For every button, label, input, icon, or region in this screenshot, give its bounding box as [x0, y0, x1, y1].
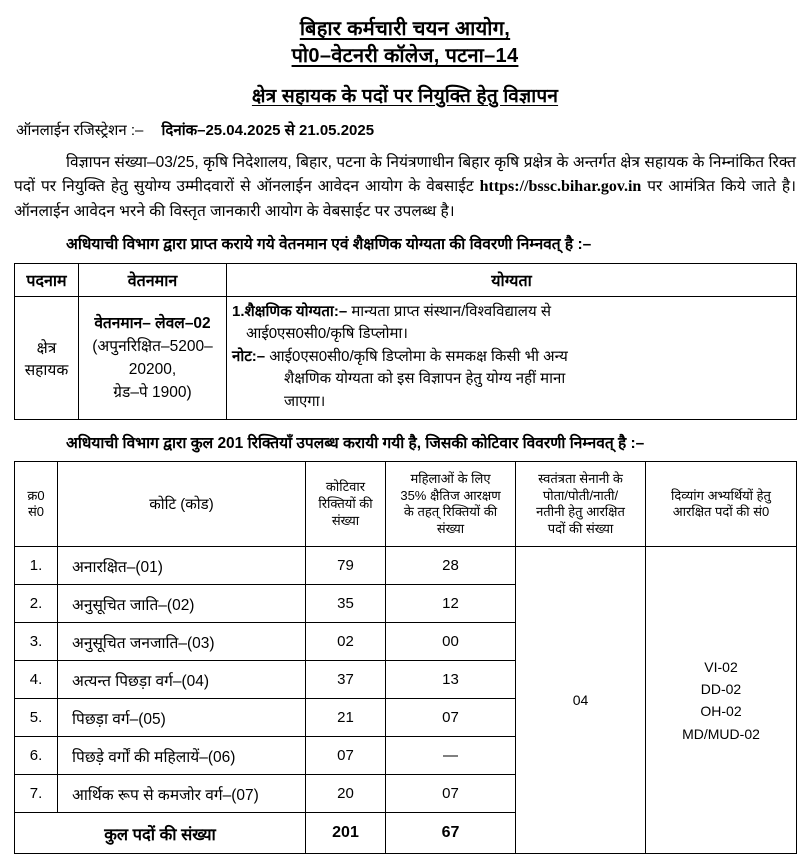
pay-qualification-table — [14, 263, 797, 421]
header-freedom-line2: पोता/पोती/नाती/ — [542, 487, 619, 503]
organization-address-line — [0, 43, 810, 70]
header-women-reservation — [386, 462, 516, 547]
note-text-3: जाएगा। — [284, 392, 326, 410]
registration-line — [16, 120, 810, 140]
total-label: कुल पदों की संख्या — [15, 813, 306, 854]
qualification-lead-label: 1.शैक्षणिक योग्यता:– — [232, 302, 348, 320]
row-women: 07 — [386, 775, 516, 813]
row-women: — — [386, 737, 516, 775]
intro-paragraph-part1: विज्ञापन संख्या–03/25, कृषि निदेशालय, बिहार, पटना के नियंत्रणाधीन बिहार कृषि प्रक्षेत्र के अन्तर्गत क्षेत्र सहायक के निम्नांकित रिक्त पदों पर नियुक्ति हेतु सुयोग्य उम्मीदवारों से ऑनलाईन आवेदन आयोग के वेबसाईट — [14, 154, 796, 196]
disabled-value-mdmud: MD/MUD-02 — [682, 725, 760, 742]
pay-scale-gradepay: ग्रेड–पे 1900) — [113, 384, 192, 402]
row-serial: 6. — [15, 737, 58, 775]
row-serial: 5. — [15, 699, 58, 737]
header-freedom-line1: स्वतंत्रता सेनानी के — [538, 471, 623, 487]
organization-address: पो0–वेटनरी कॉलेज, पटना–14 — [291, 45, 519, 67]
header-category-vacancies — [306, 462, 386, 547]
header-disabled-reservation — [646, 462, 797, 547]
pay-table-header-qualification: योग्यता — [227, 263, 797, 296]
header-serial-number — [15, 462, 58, 547]
vacancy-table-header-row — [15, 462, 797, 547]
pay-section-lead: अधियाची विभाग द्वारा प्राप्त कराये गये वेतनमान एवं शैक्षणिक योग्यता की विवरणी निम्नवत् है :– — [66, 235, 592, 253]
disabled-values-cell — [646, 547, 797, 854]
row-category: पिछड़ा वर्ग–(05) — [58, 699, 306, 737]
header-serial-line2: सं0 — [27, 504, 45, 520]
post-name-cell: क्षेत्र सहायक — [15, 296, 79, 420]
header-freedom-fighter — [516, 462, 646, 547]
disabled-value-vi: VI-02 — [704, 658, 738, 675]
qualification-text-2: आई0एस0सी0/कृषि डिप्लोमा। — [246, 325, 408, 343]
registration-label: ऑनलाईन रजिस्ट्रेशन :– — [16, 122, 144, 139]
disabled-value-oh: OH-02 — [700, 703, 742, 720]
row-vacancies: 37 — [306, 661, 386, 699]
row-vacancies: 02 — [306, 623, 386, 661]
intro-paragraph-part2: पर आमंत्रित किये जाते है। ऑनलाईन आवेदन भरने की विस्तृत जानकारी आयोग के वेबसाईट पर उपलब्ध है। — [14, 178, 797, 220]
header-category: कोटि (कोड) — [58, 462, 306, 547]
note-lead-label: नोट:– — [232, 347, 266, 365]
qualification-cell — [227, 296, 797, 420]
organization-name-line — [0, 16, 810, 43]
disabled-value-dd: DD-02 — [700, 680, 742, 697]
row-category: पिछड़े वर्गों की महिलायें–(06) — [58, 737, 306, 775]
header-women-line4: संख्या — [436, 520, 465, 536]
header-women-line1: महिलाओं के लिए — [410, 471, 491, 487]
row-category: आर्थिक रूप से कमजोर वर्ग–(07) — [58, 775, 306, 813]
row-serial: 2. — [15, 585, 58, 623]
header-women-line3: के तहत् रिक्तियों की — [403, 504, 498, 520]
header-freedom-line3: नतीनी हेतु आरक्षित — [536, 504, 625, 520]
header-catvac-line2: रिक्तियों की — [318, 496, 373, 512]
qualification-text-1: मान्यता प्राप्त संस्थान/विश्वविद्यालय से — [347, 302, 551, 320]
advertisement-title-line — [0, 82, 810, 108]
row-category: अनारक्षित–(01) — [58, 547, 306, 585]
qualification-line-1 — [232, 301, 790, 324]
category-vacancy-table — [14, 461, 797, 854]
note-text-1: आई0एस0सी0/कृषि डिप्लोमा के समकक्ष किसी भी अन्य — [265, 347, 568, 365]
organization-name: बिहार कर्मचारी चयन आयोग, — [299, 18, 511, 40]
document-header — [0, 0, 810, 108]
pay-table-wrapper — [14, 263, 796, 421]
freedom-fighter-value: 04 — [516, 547, 646, 854]
table-row — [15, 547, 797, 585]
intro-paragraph — [14, 151, 796, 224]
row-women: 07 — [386, 699, 516, 737]
note-line-1 — [232, 346, 790, 369]
pay-scale-level: वेतनमान– लेवल–02 — [94, 314, 211, 332]
application-website-url: https://bssc.bihar.gov.in — [479, 178, 642, 196]
pay-scale-range: (अपुनरिक्षित–5200–20200, — [92, 337, 213, 379]
row-vacancies: 21 — [306, 699, 386, 737]
registration-dates: दिनांक–25.04.2025 से 21.05.2025 — [161, 122, 375, 139]
total-women: 67 — [386, 813, 516, 854]
row-vacancies: 20 — [306, 775, 386, 813]
header-freedom-line4: पदों की संख्या — [547, 520, 614, 536]
row-women: 12 — [386, 585, 516, 623]
header-catvac-line1: कोटिवार — [325, 479, 366, 495]
vacancy-section-lead: अधियाची विभाग द्वारा कुल 201 रिक्तियाँ उपलब्ध करायी गयी है, जिसकी कोटिवार विवरणी निम्नवत् है :– — [66, 435, 645, 453]
row-serial: 3. — [15, 623, 58, 661]
header-disabled-line1: दिव्यांग अभ्यर्थियों हेतु — [671, 487, 771, 503]
header-women-line2: 35% क्षैतिज आरक्षण — [400, 487, 501, 503]
row-serial: 7. — [15, 775, 58, 813]
row-women: 13 — [386, 661, 516, 699]
row-women: 28 — [386, 547, 516, 585]
header-disabled-line2: आरक्षित पदों की सं0 — [672, 504, 770, 520]
header-serial-line1: क्र0 — [27, 487, 45, 503]
pay-table-row — [15, 296, 797, 420]
header-catvac-line3: संख्या — [331, 512, 360, 528]
row-vacancies: 79 — [306, 547, 386, 585]
pay-table-header-payscale: वेतनमान — [79, 263, 227, 296]
pay-scale-cell — [79, 296, 227, 420]
note-text-2: शैक्षणिक योग्यता को इस विज्ञापन हेतु योग्य नहीं माना — [284, 370, 566, 388]
pay-table-header-row — [15, 263, 797, 296]
row-category: अनुसूचित जाति–(02) — [58, 585, 306, 623]
pay-table-header-post: पदनाम — [15, 263, 79, 296]
row-serial: 1. — [15, 547, 58, 585]
advertisement-title: क्षेत्र सहायक के पदों पर नियुक्ति हेतु विज्ञापन — [251, 86, 559, 107]
row-category: अनुसूचित जनजाति–(03) — [58, 623, 306, 661]
row-vacancies: 07 — [306, 737, 386, 775]
row-category: अत्यन्त पिछड़ा वर्ग–(04) — [58, 661, 306, 699]
row-serial: 4. — [15, 661, 58, 699]
row-women: 00 — [386, 623, 516, 661]
row-vacancies: 35 — [306, 585, 386, 623]
vacancy-table-wrapper — [14, 461, 796, 854]
total-vacancies: 201 — [306, 813, 386, 854]
